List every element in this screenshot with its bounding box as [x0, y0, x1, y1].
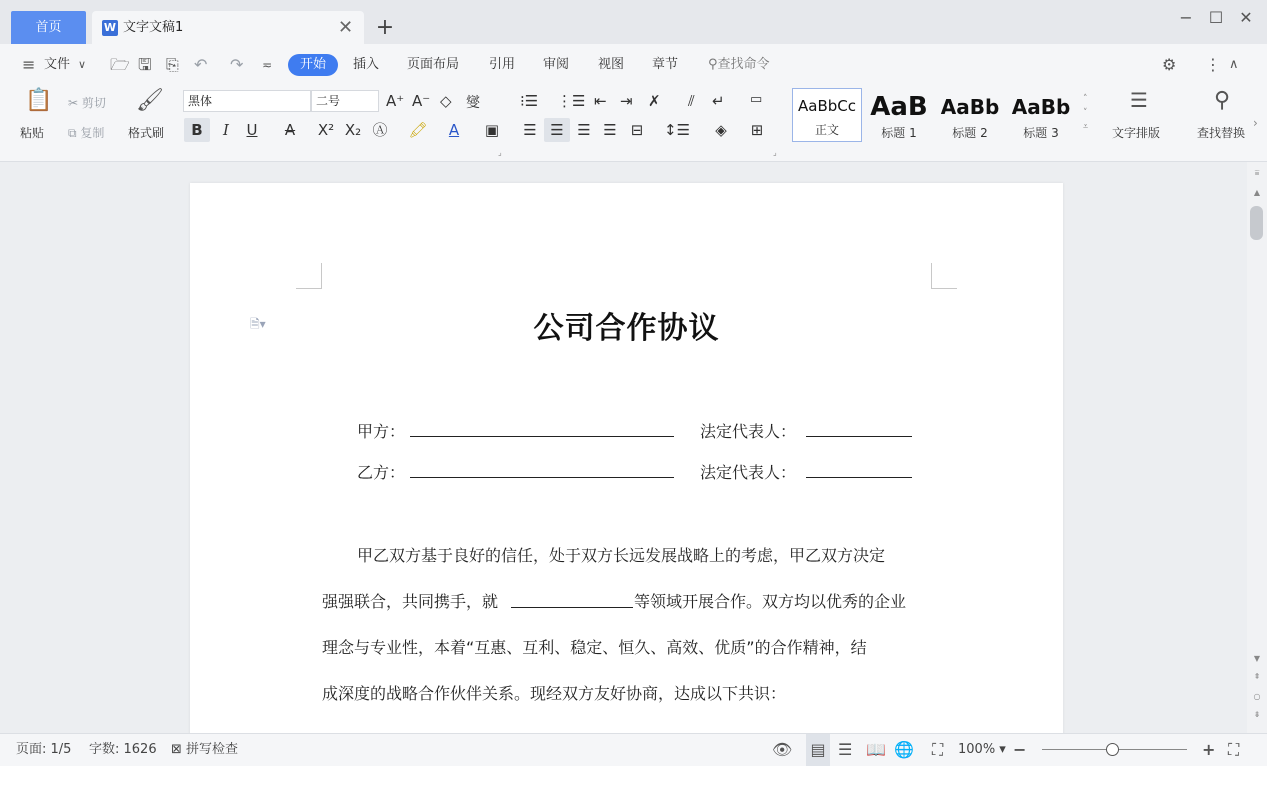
document-title: 公司合作协议 — [533, 311, 720, 346]
cut-label: 剪切 — [81, 96, 106, 110]
collapse-ribbon-icon[interactable]: ∧ — [1229, 57, 1239, 72]
spell-check-label: 拼写检查 — [186, 742, 239, 757]
open-folder-icon[interactable]: 🗁 — [110, 55, 130, 74]
underline-button[interactable]: U — [246, 121, 258, 139]
close-tab-icon[interactable]: ✕ — [338, 17, 354, 38]
style-heading-2-label: 标题 2 — [952, 126, 988, 140]
word-count[interactable]: 字数: 1626 — [89, 742, 157, 757]
shrink-font-icon[interactable]: A⁻ — [412, 92, 431, 110]
style-heading-1-label: 标题 1 — [881, 126, 917, 140]
style-heading-2[interactable] — [935, 88, 1005, 142]
fit-page-icon[interactable]: ⛶ — [932, 740, 944, 759]
chevron-down-icon[interactable]: ∨ — [78, 58, 87, 71]
home-tab[interactable]: 首页 — [11, 11, 86, 44]
fullscreen-icon[interactable]: ⛶ — [1228, 740, 1240, 759]
zoom-level-value: 100% — [958, 742, 996, 757]
paragraph-line: 等领域开展合作。双方均以优秀的企业 — [634, 592, 907, 611]
document-page[interactable] — [190, 183, 1063, 733]
ribbon-scroll-right-icon[interactable]: › — [1253, 116, 1258, 130]
party-b-label: 乙方： — [357, 463, 406, 482]
save-icon[interactable]: 🖫 — [138, 55, 152, 74]
paragraph-group-launcher-icon[interactable]: ⌟ — [773, 148, 777, 157]
format-painter-button[interactable]: 格式刷 — [128, 126, 165, 140]
zoom-out-icon[interactable]: − — [1013, 740, 1027, 759]
style-heading-1-sample: AaB — [870, 92, 928, 122]
style-heading-3-label: 标题 3 — [1023, 126, 1059, 140]
ribbon-toolbar — [0, 86, 1267, 162]
text-direction-icon[interactable]: ⫽ — [688, 92, 695, 110]
format-painter-icon[interactable]: 🖌 — [136, 88, 164, 113]
font-group-launcher-icon[interactable]: ⌟ — [498, 148, 502, 157]
next-page-icon[interactable]: ⇟ — [1253, 710, 1261, 719]
split-view-icon[interactable]: ⩸ — [1254, 168, 1260, 177]
cooperation-field-blank — [511, 607, 633, 608]
spell-check-button[interactable] — [171, 734, 238, 766]
party-a-legal-rep-blank — [806, 436, 912, 437]
search-icon: ⚲ — [708, 57, 718, 72]
party-b-legal-rep-blank — [806, 477, 912, 478]
shading-button[interactable]: ◈ — [715, 121, 727, 139]
clear-format-icon[interactable]: ◇ — [440, 92, 452, 110]
maximize-icon[interactable]: ☐ — [1208, 8, 1224, 27]
export-icon[interactable]: ⎘ — [166, 55, 179, 74]
writer-doc-icon: W — [103, 21, 117, 34]
copy-icon: ⧉ — [68, 126, 77, 140]
close-window-icon[interactable]: ✕ — [1239, 8, 1253, 27]
margin-corner-top-right — [931, 263, 957, 289]
show-marks-icon[interactable]: ↵ — [712, 92, 725, 110]
paragraph-line: 强强联合，共同携手，就 — [322, 592, 499, 611]
paragraph-line: 成深度的战略合作伙伴关系。现经双方友好协商，达成以下共识： — [322, 684, 787, 703]
highlight-icon[interactable]: 🖍 — [408, 121, 428, 139]
scissors-icon: ✂ — [68, 96, 79, 110]
menu-bar — [0, 44, 1267, 86]
numbered-list-icon[interactable]: ⋮☰ — [557, 92, 586, 110]
paragraph-marker-icon[interactable]: 🗎▾ — [250, 317, 266, 331]
paste-icon[interactable]: 📋 — [25, 88, 53, 113]
party-a-legal-rep-label: 法定代表人： — [700, 422, 797, 441]
zoom-level-dropdown[interactable]: 100% ▾ — [958, 742, 1006, 757]
font-color-button[interactable]: A — [448, 121, 460, 139]
align-right-button[interactable]: ☰ — [577, 121, 591, 139]
redo-icon[interactable]: ↷ — [230, 55, 244, 74]
subscript-button[interactable]: X₂ — [344, 121, 362, 139]
eye-protection-icon[interactable]: 👁 — [772, 740, 793, 759]
previous-page-icon[interactable]: ⇞ — [1253, 672, 1261, 681]
party-b-blank — [410, 477, 674, 478]
search-command-label: 查找命令 — [717, 57, 770, 72]
tab-home-start[interactable]: 开始 — [288, 54, 338, 76]
style-heading-2-sample: AaBb — [940, 95, 1000, 119]
styles-scroll-icon[interactable]: ˄ ˅ ⩡ — [1083, 94, 1089, 132]
outline-view-icon[interactable]: ☰ — [838, 740, 853, 759]
strikethrough-button[interactable]: A — [284, 121, 296, 139]
undo-icon[interactable]: ↶ — [194, 55, 208, 74]
search-command[interactable] — [708, 44, 770, 86]
document-workspace[interactable] — [0, 162, 1247, 733]
hamburger-menu-icon[interactable]: ≡ — [22, 55, 36, 74]
borders-button[interactable]: ⊞ — [750, 121, 764, 139]
find-replace-icon[interactable]: ⚲ — [1214, 88, 1231, 113]
tab-review[interactable]: 审阅 — [543, 57, 570, 72]
style-heading-3[interactable] — [1006, 88, 1076, 142]
font-size-select[interactable]: 二号 — [311, 90, 379, 112]
grow-font-icon[interactable]: A⁺ — [386, 92, 405, 110]
zoom-in-icon[interactable]: + — [1202, 740, 1216, 759]
zoom-slider-knob[interactable] — [1106, 743, 1119, 756]
style-heading-1[interactable] — [864, 88, 934, 142]
scroll-up-icon[interactable]: ▲ — [1253, 188, 1261, 197]
decrease-indent-icon[interactable]: ⇤ — [594, 92, 607, 110]
styles-gallery — [791, 88, 1096, 144]
paragraph-line: 甲乙双方基于良好的信任，处于双方长远发展战略上的考虑，甲乙双方决定 — [357, 546, 886, 565]
tab-insert[interactable]: 插入 — [353, 57, 380, 72]
paste-button[interactable]: 粘贴 — [20, 126, 45, 140]
style-normal-sample: AaBbCc — [798, 97, 856, 115]
spell-check-icon: ⊠ — [171, 742, 182, 757]
browse-object-icon[interactable]: ○ — [1253, 692, 1261, 701]
distributed-align-button[interactable]: ⊟ — [630, 121, 644, 139]
window-bottom-edge — [0, 766, 1267, 792]
phonetic-guide-icon[interactable]: 燮 — [466, 95, 480, 111]
paragraph-line: 理念与专业性，本着“互惠、互利、稳定、恒久、高效、优质”的合作精神，结 — [322, 638, 867, 657]
char-border-button[interactable]: ▣ — [484, 121, 500, 139]
tab-page-layout[interactable]: 页面布局 — [407, 57, 460, 72]
align-left-button[interactable]: ☰ — [523, 121, 537, 139]
file-menu[interactable]: 文件 — [44, 57, 71, 72]
party-a-blank — [410, 436, 674, 437]
ruler-icon[interactable]: ▭ — [750, 92, 763, 107]
quick-access-dropdown-icon[interactable]: ≂ — [262, 58, 273, 72]
scrollbar-thumb[interactable] — [1250, 206, 1263, 240]
document-tab-title: 文字文稿1 — [123, 20, 184, 35]
increase-indent-icon[interactable]: ⇥ — [620, 92, 633, 110]
align-center-button[interactable]: ☰ — [544, 118, 570, 142]
scroll-down-icon[interactable]: ▼ — [1253, 654, 1261, 663]
line-spacing-button[interactable]: ↕☰ — [664, 121, 691, 139]
cut-button[interactable] — [68, 94, 106, 111]
bold-button[interactable]: B — [184, 118, 210, 142]
web-view-icon[interactable]: 🌐 — [894, 740, 914, 759]
tab-view[interactable]: 视图 — [598, 57, 625, 72]
bullet-list-icon[interactable]: ⁝☰ — [520, 92, 539, 110]
style-heading-3-sample: AaBb — [1011, 95, 1071, 119]
more-options-icon[interactable]: ⋮ — [1205, 55, 1221, 74]
tab-section[interactable]: 章节 — [652, 57, 679, 72]
text-effect-button[interactable]: Ⓐ — [372, 121, 388, 139]
style-normal-label: 正文 — [814, 123, 839, 137]
vertical-scrollbar[interactable] — [1247, 162, 1267, 733]
superscript-button[interactable]: X² — [317, 121, 335, 139]
gear-icon[interactable]: ⚙ — [1162, 55, 1177, 74]
party-a-label: 甲方： — [357, 422, 406, 441]
document-tab[interactable] — [92, 11, 364, 44]
font-name-select[interactable]: 黑体 — [183, 90, 311, 112]
reading-view-icon[interactable]: 📖 — [866, 740, 886, 759]
style-normal[interactable] — [792, 88, 862, 142]
justify-button[interactable]: ☰ — [603, 121, 617, 139]
chinese-layout-icon[interactable]: ✗ — [648, 92, 661, 110]
minimize-icon[interactable]: − — [1179, 8, 1193, 27]
party-b-legal-rep-label: 法定代表人： — [700, 463, 797, 482]
page-view-icon[interactable]: ▤ — [806, 734, 830, 766]
status-bar — [0, 733, 1267, 766]
margin-corner-top-left — [296, 263, 322, 289]
tab-references[interactable]: 引用 — [489, 57, 516, 72]
title-bar — [0, 0, 1267, 44]
text-layout-icon[interactable]: ☰ — [1130, 88, 1148, 112]
new-tab-button[interactable]: + — [375, 15, 395, 40]
copy-label: 复制 — [80, 126, 105, 140]
find-replace-button[interactable]: 查找替换 — [1197, 126, 1246, 140]
copy-button[interactable] — [68, 124, 104, 141]
text-layout-button[interactable]: 文字排版 — [1112, 126, 1161, 140]
page-indicator[interactable]: 页面: 1/5 — [16, 742, 72, 757]
italic-button[interactable]: I — [223, 121, 229, 139]
